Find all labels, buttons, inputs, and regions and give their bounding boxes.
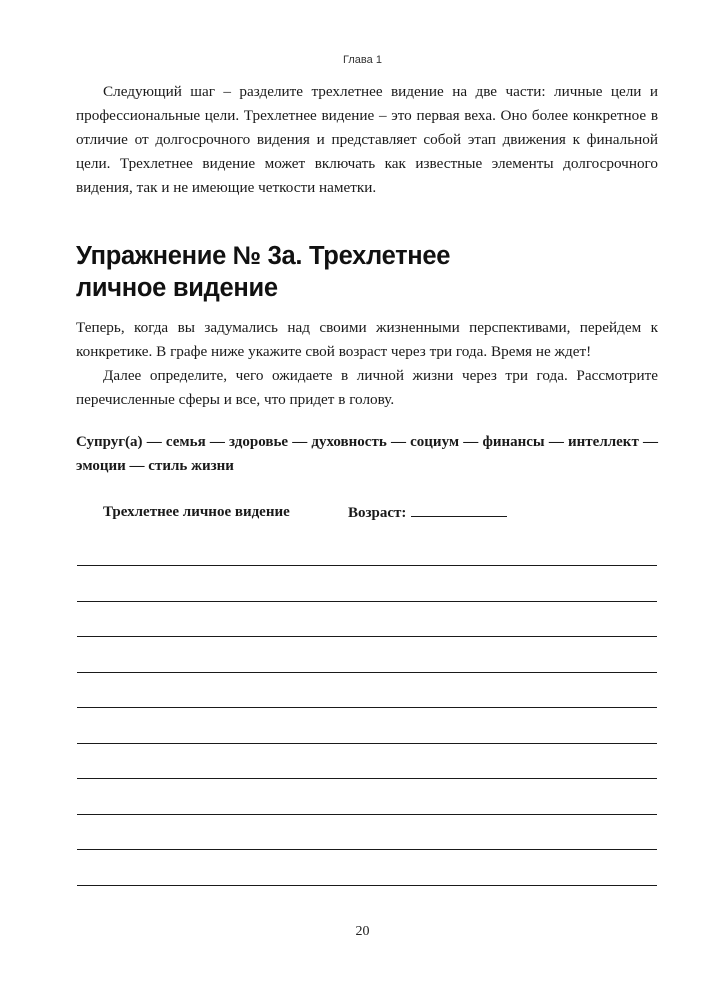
writing-line[interactable] <box>77 707 657 708</box>
writing-line[interactable] <box>77 672 657 673</box>
age-label: Возраст: <box>348 505 407 521</box>
instruction-paragraph-1: Теперь, когда вы задумались над своими жизненными перспективами, перейдем к конкретике. В графе ниже укажите свой возраст через три года. Время не ждет! <box>76 319 658 360</box>
writing-line[interactable] <box>77 849 657 850</box>
exercise-heading-line2: личное видение <box>76 274 278 302</box>
writing-line[interactable] <box>77 885 657 886</box>
instruction-paragraph-2: Далее определите, чего ожидаете в личной жизни через три года. Рассмотрите перечисленные сферы и все, что придет в голову. <box>76 367 658 408</box>
writing-line[interactable] <box>77 601 657 602</box>
running-head: Глава 1 <box>343 54 382 66</box>
exercise-instructions <box>76 316 658 412</box>
writing-line[interactable] <box>77 743 657 744</box>
exercise-heading-line1: Упражнение № 3а. Трехлетнее <box>76 242 451 270</box>
age-field-group <box>348 500 507 525</box>
intro-paragraph: Следующий шаг – разделите трехлетнее видение на две части: личные цели и профессиональные цели. Трехлетнее видение – это первая веха. Оно более конкретное в отличие от долгосрочного видения и представляет собой этап движения к финальной цели. Трехлетнее видение может включать как известные элементы долгосрочного видения, так и не имеющие четкости наметки. <box>76 83 658 196</box>
writing-lines-area[interactable] <box>77 565 657 920</box>
age-blank-field[interactable] <box>411 500 507 517</box>
writing-line[interactable] <box>77 565 657 566</box>
writing-line[interactable] <box>77 814 657 815</box>
life-spheres-list: Супруг(а) — семья — здоровье — духовность — социум — финансы — интеллект — эмоции — стиль жизни <box>76 434 658 474</box>
writing-line[interactable] <box>77 778 657 779</box>
exercise-heading <box>76 240 656 304</box>
vision-form-header <box>103 500 407 524</box>
writing-line[interactable] <box>77 636 657 637</box>
vision-label: Трехлетнее личное видение <box>103 504 290 520</box>
page-number: 20 <box>355 924 370 939</box>
